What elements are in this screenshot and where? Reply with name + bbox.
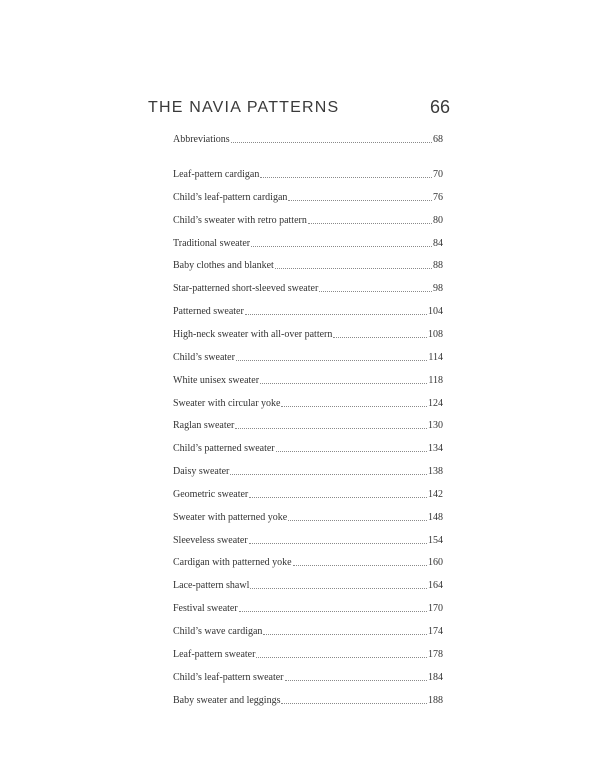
toc-dot-leader <box>293 565 427 566</box>
toc-entry <box>173 393 443 409</box>
toc-entry <box>173 644 443 660</box>
toc-entry-title: Star-patterned short-sleeved sweater <box>173 283 319 294</box>
toc-entry-title: Geometric sweater <box>173 489 249 500</box>
toc-dot-leader <box>288 200 432 201</box>
toc-entry-title: Baby sweater and leggings <box>173 695 281 706</box>
toc-entry <box>173 233 443 249</box>
toc-entry-title: High-neck sweater with all-over pattern <box>173 329 333 340</box>
toc-entry-page: 80 <box>433 215 443 226</box>
toc-dot-leader <box>245 314 427 315</box>
toc-dot-leader <box>308 223 432 224</box>
toc-entry-title: Child’s leaf-pattern cardigan <box>173 192 288 203</box>
toc-dot-leader <box>276 451 427 452</box>
toc-entry-page: 68 <box>433 134 443 145</box>
toc-entry <box>173 370 443 386</box>
toc-entry-page: 154 <box>428 535 443 546</box>
toc-entry-page: 138 <box>428 466 443 477</box>
toc-dot-leader <box>239 611 427 612</box>
toc-entry-page: 170 <box>428 603 443 614</box>
section-header <box>148 99 450 123</box>
toc-entry-title: Festival sweater <box>173 603 238 614</box>
toc-entry-title: Daisy sweater <box>173 466 230 477</box>
toc-dot-leader <box>236 360 427 361</box>
toc-entry-title: Abbreviations <box>173 134 230 145</box>
toc-entry-page: 184 <box>428 672 443 683</box>
toc-entry <box>173 667 443 683</box>
toc-dot-leader <box>333 337 427 338</box>
toc-entry-page: 164 <box>428 580 443 591</box>
toc-entry-title: Lace-pattern shawl <box>173 580 250 591</box>
toc-entry-title: Patterned sweater <box>173 306 244 317</box>
toc-entry <box>173 210 443 226</box>
toc-entry <box>173 621 443 637</box>
toc-entry-page: 148 <box>428 512 443 523</box>
toc-dot-leader <box>281 703 427 704</box>
toc-entry <box>173 347 443 363</box>
toc-entry <box>173 187 443 203</box>
toc-entry-title: Sleeveless sweater <box>173 535 248 546</box>
toc-dot-leader <box>250 588 427 589</box>
toc-entry-title: Child’s leaf-pattern sweater <box>173 672 284 683</box>
section-title: THE NAVIA PATTERNS <box>148 99 340 116</box>
toc-entry-page: 188 <box>428 695 443 706</box>
toc-entry-title: Sweater with patterned yoke <box>173 512 288 523</box>
toc-entry <box>173 461 443 477</box>
toc-dot-leader <box>285 680 427 681</box>
toc-entry-page: 142 <box>428 489 443 500</box>
toc-entry <box>173 530 443 546</box>
toc-dot-leader <box>275 268 432 269</box>
toc-entry-title: Child’s wave cardigan <box>173 626 263 637</box>
toc-entry-page: 108 <box>428 329 443 340</box>
toc-entry-page: 76 <box>433 192 443 203</box>
toc-entry-page: 88 <box>433 260 443 271</box>
toc-entry <box>173 484 443 500</box>
toc-entry-page: 178 <box>428 649 443 660</box>
toc-dot-leader <box>263 634 427 635</box>
toc-entry-title: Traditional sweater <box>173 238 251 249</box>
toc-entry-title: Child’s sweater with retro pattern <box>173 215 307 226</box>
toc-dot-leader <box>231 142 432 143</box>
toc-entry-title: Raglan sweater <box>173 420 235 431</box>
toc-entry <box>173 129 443 145</box>
toc-entry-page: 174 <box>428 626 443 637</box>
toc-entry-page: 130 <box>428 420 443 431</box>
toc-entry <box>173 415 443 431</box>
toc-entry-page: 134 <box>428 443 443 454</box>
toc-entry-title: White unisex sweater <box>173 375 260 386</box>
toc-entry-page: 98 <box>433 283 443 294</box>
section-page-number: 66 <box>429 97 450 117</box>
toc-dot-leader <box>249 497 427 498</box>
toc-entry <box>173 301 443 317</box>
toc-dot-leader <box>256 657 427 658</box>
toc-entry-page: 118 <box>428 375 443 386</box>
toc-entry <box>173 324 443 340</box>
toc-entry-page: 160 <box>428 557 443 568</box>
toc-entry <box>173 255 443 271</box>
toc-entry <box>173 507 443 523</box>
toc-dot-leader <box>249 543 427 544</box>
toc-dot-leader <box>251 246 432 247</box>
toc-entry-page: 124 <box>428 398 443 409</box>
toc-entry <box>173 598 443 614</box>
toc-entry <box>173 552 443 568</box>
toc-entry <box>173 690 443 706</box>
toc-entry-title: Leaf-pattern sweater <box>173 649 256 660</box>
toc-dot-leader <box>281 406 427 407</box>
toc-dot-leader <box>260 177 432 178</box>
toc-entry <box>173 278 443 294</box>
toc-entry-title: Sweater with circular yoke <box>173 398 281 409</box>
toc-dot-leader <box>260 383 427 384</box>
toc-entry-page: 114 <box>428 352 443 363</box>
toc-dot-leader <box>230 474 427 475</box>
toc-entry-page: 84 <box>433 238 443 249</box>
toc-dot-leader <box>319 291 432 292</box>
toc-entry-page: 104 <box>428 306 443 317</box>
toc-entry <box>173 575 443 591</box>
toc-dot-leader <box>288 520 427 521</box>
toc-entry <box>173 164 443 180</box>
toc-entry <box>173 438 443 454</box>
toc-entry-title: Baby clothes and blanket <box>173 260 274 271</box>
toc-dot-leader <box>235 428 427 429</box>
toc-entry-title: Child’s sweater <box>173 352 235 363</box>
toc-entry-title: Cardigan with patterned yoke <box>173 557 292 568</box>
toc-entry-title: Leaf-pattern cardigan <box>173 169 260 180</box>
toc-entry-page: 70 <box>433 169 443 180</box>
toc-entry-title: Child’s patterned sweater <box>173 443 275 454</box>
